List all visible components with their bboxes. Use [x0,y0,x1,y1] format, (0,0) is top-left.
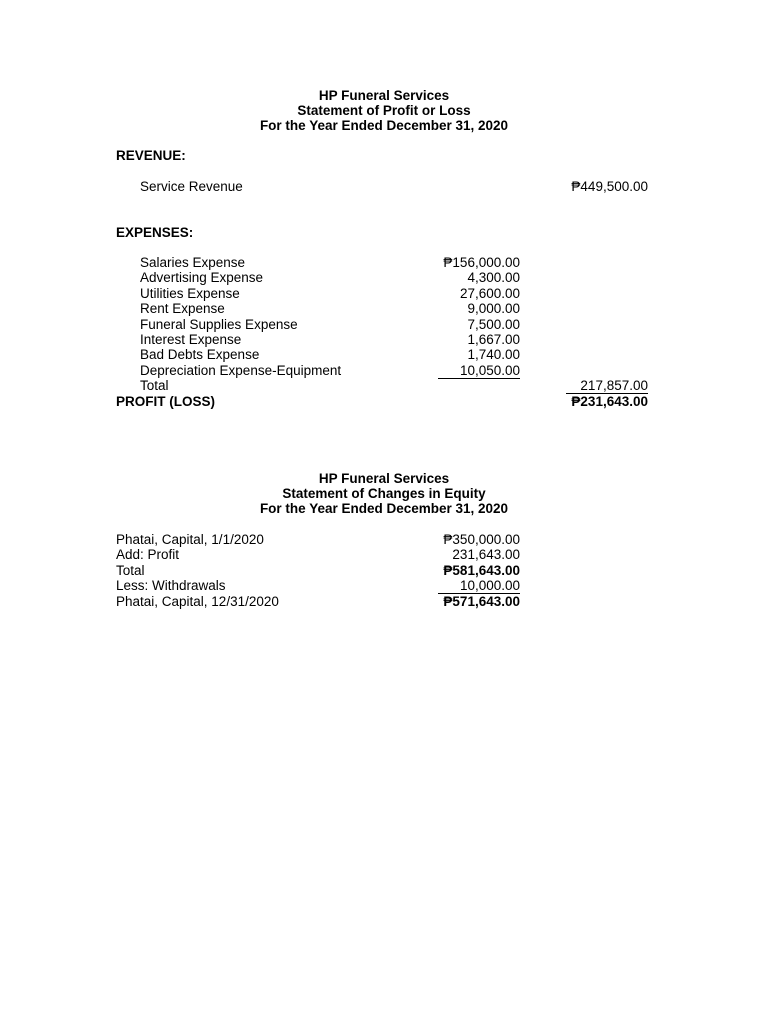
expense-amount: 27,600.00 [459,286,520,301]
expense-row [0,317,768,333]
expense-label: Utilities Expense [140,286,240,301]
profit-amount: ₱231,643.00 [571,394,648,409]
expense-label: Advertising Expense [140,270,264,285]
equity-statement-period: For the Year Ended December 31, 2020 [259,501,509,516]
expense-amount: 1,740.00 [467,347,520,362]
expense-row [0,286,768,302]
expenses-total-amount: 217,857.00 [566,379,648,394]
revenue-label: Service Revenue [140,179,243,194]
equity-amount: ₱350,000.00 [443,532,520,547]
equity-row [0,563,768,579]
company-name: HP Funeral Services [318,88,450,103]
expense-row [0,270,768,286]
equity-amount: ₱571,643.00 [443,594,520,609]
equity-amount: 10,000.00 [438,579,520,594]
expenses-total-row [0,378,768,394]
equity-label: Phatai, Capital, 12/31/2020 [116,594,279,609]
revenue-row [0,179,768,195]
statement-title: Statement of Profit or Loss [297,103,471,118]
expense-label: Interest Expense [140,332,242,347]
expense-amount: 9,000.00 [467,301,520,316]
expense-amount: 4,300.00 [467,270,520,285]
expense-label: Salaries Expense [140,255,246,270]
expense-amount: 7,500.00 [467,317,520,332]
expense-row [0,347,768,363]
expense-label: Bad Debts Expense [140,347,260,362]
equity-company-name: HP Funeral Services [318,471,450,486]
equity-label: Less: Withdrawals [116,578,226,593]
expenses-heading: EXPENSES: [116,225,194,240]
expense-label: Rent Expense [140,301,225,316]
expense-amount: ₱156,000.00 [443,255,520,270]
expense-row [0,301,768,317]
expense-label: Funeral Supplies Expense [140,317,298,332]
expense-row [0,332,768,348]
equity-label: Phatai, Capital, 1/1/2020 [116,532,264,547]
equity-row [0,578,768,594]
expense-row [0,255,768,271]
equity-label: Total [116,563,145,578]
revenue-heading: REVENUE: [116,148,186,163]
equity-amount: 231,643.00 [452,547,520,562]
expense-label: Depreciation Expense-Equipment [140,363,342,378]
profit-label: PROFIT (LOSS) [116,394,215,409]
expense-amount: 1,667.00 [467,332,520,347]
equity-row [0,532,768,548]
expense-amount-cell [400,363,520,379]
expenses-total-label: Total [140,378,169,393]
equity-row [0,594,768,610]
revenue-amount: ₱449,500.00 [571,179,648,194]
profit-row [0,394,768,410]
expense-row [0,363,768,379]
equity-statement-title: Statement of Changes in Equity [282,486,486,501]
equity-row [0,547,768,563]
expense-amount: 10,050.00 [438,364,520,379]
equity-amount-cell [400,578,520,594]
expenses-total-cell [528,378,648,394]
equity-label: Add: Profit [116,547,180,562]
equity-amount: ₱581,643.00 [443,563,520,578]
statement-period: For the Year Ended December 31, 2020 [259,118,509,133]
